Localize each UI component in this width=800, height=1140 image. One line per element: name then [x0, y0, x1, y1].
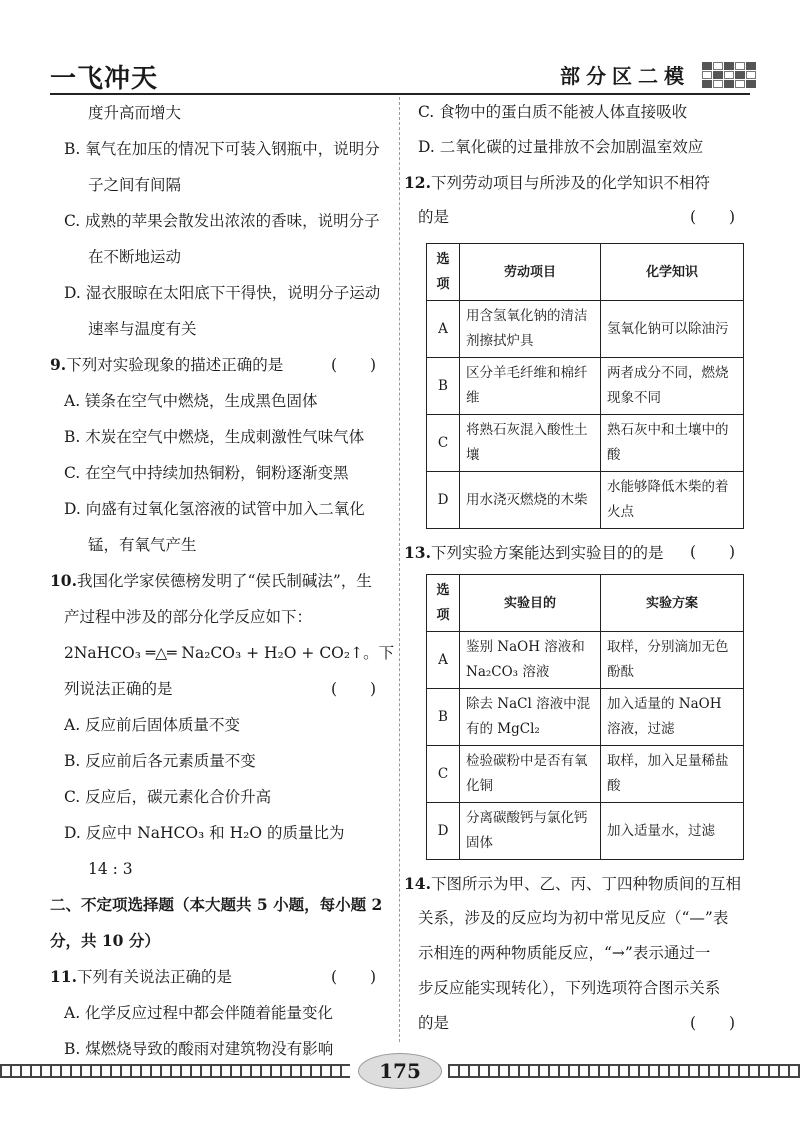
table-cell: 将熟石灰混入酸性土壤 [460, 415, 601, 472]
table-header: 选项 [427, 244, 460, 301]
table-header-row [427, 244, 744, 301]
table-cell: 水能够降低木柴的着火点 [601, 472, 744, 529]
answer-paren: ( ) [330, 356, 390, 374]
table-header: 化学知识 [601, 244, 744, 301]
table-row [427, 746, 744, 803]
q8-option-b: B. 氧气在加压的情况下可装入钢瓶中，说明分 [64, 140, 380, 158]
question-number: 12. [404, 173, 431, 192]
q8-continued: 度升高而增大 [88, 104, 182, 122]
column-divider [399, 97, 400, 1042]
table-cell: 熟石灰中和土壤中的酸 [601, 415, 744, 472]
table-cell: 两者成分不同，燃烧现象不同 [601, 358, 744, 415]
table-cell: 除去 NaCl 溶液中混有的 MgCl₂ [460, 689, 601, 746]
question-9 [50, 347, 390, 383]
q9-option-d-cont: 锰，有氧气产生 [88, 536, 197, 554]
q10-equation: 2NaHCO₃ ═△═ Na₂CO₃ + H₂O + CO₂↑。下 [64, 644, 395, 662]
table-row [427, 803, 744, 860]
q10-line-2: 产过程中涉及的部分化学反应如下： [64, 608, 313, 626]
table-cell: 鉴别 NaOH 溶液和 Na₂CO₃ 溶液 [460, 632, 601, 689]
q10-line-4 [50, 671, 390, 707]
question-number: 10. [50, 571, 77, 590]
table-cell: 用水浇灭燃烧的木柴 [460, 472, 601, 529]
left-column [50, 95, 395, 1067]
q13-table [426, 574, 744, 860]
question-number: 13. [404, 543, 431, 562]
table-cell: D [427, 472, 460, 529]
question-13 [404, 535, 749, 570]
question-stem: 的是 [418, 1014, 450, 1032]
page-number: 175 [358, 1053, 442, 1089]
book-title: 一飞冲天 [50, 64, 159, 94]
table-header-row [427, 575, 744, 632]
q10-option-a: A. 反应前后固体质量不变 [64, 716, 241, 734]
q8-option-d: D. 湿衣服晾在太阳底下干得快，说明分子运动 [64, 284, 381, 302]
table-cell: 氢氧化钠可以除油污 [601, 301, 744, 358]
table-header: 实验方案 [601, 575, 744, 632]
answer-paren: ( ) [689, 543, 749, 561]
q12-table [426, 243, 744, 529]
q11-option-b: B. 煤燃烧导致的酸雨对建筑物没有影响 [64, 1040, 334, 1058]
table-header: 劳动项目 [460, 244, 601, 301]
table-cell: 取样，分别滴加无色酚酞 [601, 632, 744, 689]
table-row [427, 415, 744, 472]
table-cell: 加入适量的 NaOH 溶液，过滤 [601, 689, 744, 746]
table-row [427, 472, 744, 529]
question-stem: 下列有关说法正确的是 [76, 968, 232, 986]
table-cell: 加入适量水，过滤 [601, 803, 744, 860]
table-row [427, 632, 744, 689]
q10-option-d-cont: 14 : 3 [88, 860, 133, 878]
table-cell: D [427, 803, 460, 860]
table-cell: 区分羊毛纤维和棉纤维 [460, 358, 601, 415]
table-header: 实验目的 [460, 575, 601, 632]
question-14 [404, 866, 749, 901]
question-number: 14. [404, 874, 431, 893]
q9-option-b: B. 木炭在空气中燃烧，生成刺激性气味气体 [64, 428, 365, 446]
section-2-heading: 二、不定项选择题（本大题共 5 小题，每小题 2 [50, 895, 383, 914]
question-stem: 下列劳动项目与所涉及的化学知识不相符 [430, 174, 710, 192]
footer-border-right [448, 1064, 800, 1078]
q12-line-2 [404, 200, 749, 235]
table-header: 选项 [427, 575, 460, 632]
q14-line-2: 关系，涉及的反应均为初中常见反应（“—”表 [418, 909, 729, 927]
answer-paren: ( ) [689, 208, 749, 226]
question-number: 11. [50, 967, 77, 986]
table-row [427, 301, 744, 358]
q14-line-5 [404, 1006, 749, 1041]
answer-paren: ( ) [689, 1014, 749, 1032]
question-number: 9. [50, 355, 67, 374]
table-row [427, 689, 744, 746]
q11-option-c: C. 食物中的蛋白质不能被人体直接吸收 [418, 103, 688, 121]
table-cell: 检验碳粉中是否有氧化铜 [460, 746, 601, 803]
header-decoration-icon [702, 62, 752, 88]
q10-option-d: D. 反应中 NaHCO₃ 和 H₂O 的质量比为 [64, 824, 345, 842]
q9-option-a: A. 镁条在空气中燃烧，生成黑色固体 [64, 392, 318, 410]
q10-option-c: C. 反应后，碳元素化合价升高 [64, 788, 272, 806]
q11-option-a: A. 化学反应过程中都会伴随着能量变化 [64, 1004, 334, 1022]
question-stem: 我国化学家侯德榜发明了“侯氏制碱法”，生 [76, 572, 372, 590]
q8-option-c: C. 成熟的苹果会散发出浓浓的香味，说明分子 [64, 212, 380, 230]
question-12 [404, 165, 749, 200]
q8-option-d-cont: 速率与温度有关 [88, 320, 197, 338]
question-stem: 列说法正确的是 [64, 680, 173, 698]
table-cell: C [427, 746, 460, 803]
question-11 [50, 959, 390, 995]
q8-option-c-cont: 在不断地运动 [88, 248, 182, 266]
q11-option-d: D. 二氧化碳的过量排放不会加剧温室效应 [418, 138, 704, 156]
q8-option-b-cont: 子之间有间隔 [88, 176, 182, 194]
section-title: 部分区二模 [560, 64, 690, 88]
table-row [427, 358, 744, 415]
table-cell: B [427, 358, 460, 415]
q14-line-4: 步反应能实现转化），下列选项符合图示关系 [418, 979, 721, 997]
question-10 [50, 563, 390, 599]
table-cell: B [427, 689, 460, 746]
q9-option-c: C. 在空气中持续加热铜粉，铜粉逐渐变黑 [64, 464, 349, 482]
table-cell: 用含氢氧化钠的清洁剂擦拭炉具 [460, 301, 601, 358]
section-2-heading-cont: 分，共 10 分） [50, 931, 160, 950]
question-stem: 下列实验方案能达到实验目的的是 [430, 544, 664, 562]
question-stem: 下图所示为甲、乙、丙、丁四种物质间的互相 [430, 875, 741, 893]
answer-paren: ( ) [330, 968, 390, 986]
q9-option-d: D. 向盛有过氧化氢溶液的试管中加入二氧化 [64, 500, 365, 518]
table-cell: C [427, 415, 460, 472]
q14-line-3: 示相连的两种物质能反应，“→”表示通过一 [418, 944, 711, 962]
table-cell: A [427, 301, 460, 358]
table-cell: 分离碳酸钙与氯化钙固体 [460, 803, 601, 860]
right-column [404, 95, 749, 1041]
table-cell: 取样，加入足量稀盐酸 [601, 746, 744, 803]
q10-option-b: B. 反应前后各元素质量不变 [64, 752, 256, 770]
question-stem: 的是 [418, 208, 450, 226]
answer-paren: ( ) [330, 680, 390, 698]
footer-border-left [0, 1064, 350, 1078]
question-stem: 下列对实验现象的描述正确的是 [66, 356, 284, 374]
table-cell: A [427, 632, 460, 689]
page-footer [0, 1050, 800, 1090]
